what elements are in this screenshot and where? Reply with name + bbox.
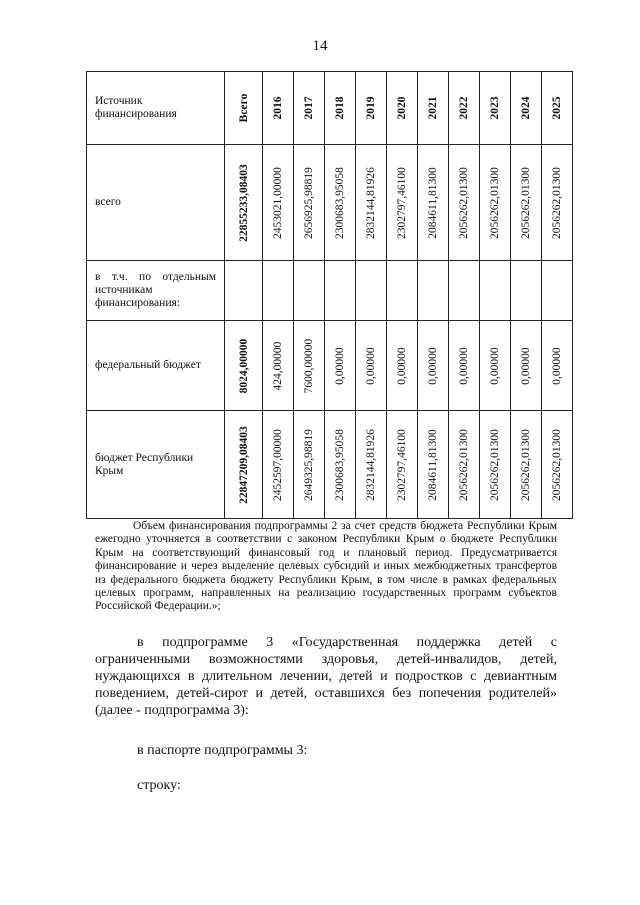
- row-year-cell: [542, 145, 573, 261]
- row-year-value: 2084611,81300: [427, 166, 439, 239]
- row-year-cell: [356, 145, 387, 261]
- header-year-label: 2019: [365, 96, 377, 120]
- row-year-value: 2056262,01300: [520, 428, 532, 501]
- row-total-value: 22855233,08403: [237, 163, 250, 242]
- financing-table: [86, 71, 573, 519]
- row-year-value: 0,00000: [489, 346, 501, 385]
- row-year-cell: [294, 145, 325, 261]
- row-total-value: 8024,00000: [237, 338, 250, 393]
- row-year-cell: [542, 261, 573, 321]
- row-year-value: 2300683,95058: [334, 428, 346, 501]
- row-year-cell: [294, 261, 325, 321]
- row-year-value: 2056262,01300: [551, 166, 563, 239]
- row-year-value: 2056262,01300: [520, 166, 532, 239]
- row-total-cell: [225, 411, 263, 519]
- table-row: [87, 261, 573, 321]
- header-total-label: Всего: [237, 93, 250, 123]
- row-year-cell: [387, 145, 418, 261]
- row-label: бюджет Республики Крым: [95, 451, 194, 477]
- header-year-label: 2016: [272, 96, 284, 120]
- row-year-value: 2056262,01300: [551, 428, 563, 501]
- row-year-cell: [356, 261, 387, 321]
- header-year-label: 2023: [489, 96, 501, 120]
- row-year-cell: [325, 321, 356, 411]
- row-year-cell: [263, 261, 294, 321]
- row-year-cell: [418, 261, 449, 321]
- header-year-cell: [418, 72, 449, 145]
- page-number: 14: [312, 38, 328, 54]
- header-source-cell: [87, 72, 225, 145]
- table-row: [87, 321, 573, 411]
- row-year-value: 2656925,98819: [303, 166, 315, 239]
- header-year-cell: [449, 72, 480, 145]
- row-total-cell: [225, 321, 263, 411]
- header-year-cell: [294, 72, 325, 145]
- row-year-value: 0,00000: [427, 346, 439, 385]
- row-year-value: 7600,00000: [303, 338, 315, 393]
- row-label-cell: [87, 411, 225, 519]
- row-year-cell: [325, 145, 356, 261]
- line-row: строку:: [137, 778, 181, 793]
- header-source-label: Источник финансирования: [95, 95, 177, 120]
- row-year-cell: [449, 145, 480, 261]
- row-year-value: 0,00000: [458, 346, 470, 385]
- row-year-value: 2300683,95058: [334, 166, 346, 239]
- row-year-value: 0,00000: [551, 346, 563, 385]
- row-year-cell: [418, 321, 449, 411]
- header-total-cell: [225, 72, 263, 145]
- header-year-cell: [542, 72, 573, 145]
- row-year-value: 2452597,00000: [272, 428, 284, 501]
- row-year-cell: [480, 261, 511, 321]
- header-year-label: 2021: [427, 96, 439, 120]
- row-year-cell: [418, 411, 449, 519]
- header-year-cell: [356, 72, 387, 145]
- row-year-cell: [387, 411, 418, 519]
- row-year-value: 2084611,81300: [427, 428, 439, 501]
- row-year-cell: [449, 261, 480, 321]
- header-year-label: 2022: [458, 96, 470, 120]
- table-row: [87, 145, 573, 261]
- header-year-label: 2024: [520, 96, 532, 120]
- row-year-cell: [356, 321, 387, 411]
- row-year-cell: [449, 321, 480, 411]
- row-year-cell: [542, 411, 573, 519]
- row-total-value: 22847209,08403: [237, 425, 250, 504]
- row-year-cell: [511, 261, 542, 321]
- row-year-cell: [511, 145, 542, 261]
- header-row: [87, 72, 573, 145]
- row-label: федеральный бюджет: [95, 359, 201, 371]
- header-year-cell: [480, 72, 511, 145]
- paragraph-financing: Объем финансирования подпрограммы 2 за счет средств бюджета Республики Крым ежегодно уточняется в соответствии с законом Республики Крым о бюджете Республики Крым на соответствующий финансовый год и плановый период. Предусматривается финансирование и через выделение целевых субсидий и иных межбюджетных трансфертов из федерального бюджета бюджету Республики Крым, в том числе в рамках федеральных целевых программ, направленных на реализацию государственных программ субъектов Российской Федерации.»;: [95, 520, 557, 613]
- row-year-cell: [418, 145, 449, 261]
- row-year-value: 0,00000: [520, 346, 532, 385]
- row-year-cell: [542, 321, 573, 411]
- row-year-value: 0,00000: [334, 346, 346, 385]
- row-year-value: 2453021,00000: [272, 166, 284, 239]
- header-year-cell: [511, 72, 542, 145]
- row-year-value: 2056262,01300: [489, 428, 501, 501]
- row-year-value: 0,00000: [365, 346, 377, 385]
- row-year-cell: [387, 321, 418, 411]
- row-year-cell: [480, 321, 511, 411]
- row-year-value: 2056262,01300: [458, 166, 470, 239]
- row-year-value: 0,00000: [396, 346, 408, 385]
- row-year-cell: [263, 145, 294, 261]
- row-year-cell: [294, 321, 325, 411]
- row-year-cell: [387, 261, 418, 321]
- row-year-value: 2302797,46100: [396, 428, 408, 501]
- row-year-value: 2056262,01300: [458, 428, 470, 501]
- header-year-label: 2025: [551, 96, 563, 120]
- row-year-cell: [263, 321, 294, 411]
- row-label-cell: [87, 261, 225, 321]
- row-year-value: 2832144,81926: [365, 166, 377, 239]
- row-year-cell: [511, 411, 542, 519]
- row-year-value: 2056262,01300: [489, 166, 501, 239]
- row-label: всего: [95, 196, 121, 208]
- header-year-label: 2018: [334, 96, 346, 120]
- row-label: в т.ч. по отдельным источникам финансирования:: [95, 271, 216, 309]
- row-total-cell: [225, 261, 263, 321]
- header-year-cell: [325, 72, 356, 145]
- table-body: [87, 72, 573, 519]
- row-year-cell: [325, 261, 356, 321]
- line-passport: в паспорте подпрограммы 3:: [137, 743, 308, 758]
- row-year-cell: [511, 321, 542, 411]
- row-year-cell: [449, 411, 480, 519]
- paragraph-subprogram-3: в подпрограмме 3 «Государственная поддержка детей с ограниченными возможностями здоровья, детей-инвалидов, детей, нуждающихся в длительном лечении, детей и подростков с девиантным поведением, детей-сирот и детей, оставшихся без попечения родителей» (далее - подпрограмма 3):: [95, 635, 557, 718]
- row-year-cell: [325, 411, 356, 519]
- row-label-cell: [87, 145, 225, 261]
- header-year-label: 2017: [303, 96, 315, 120]
- row-year-cell: [356, 411, 387, 519]
- row-year-cell: [294, 411, 325, 519]
- header-year-label: 2020: [396, 96, 408, 120]
- table-row: [87, 411, 573, 519]
- row-total-cell: [225, 145, 263, 261]
- header-year-cell: [263, 72, 294, 145]
- header-year-cell: [387, 72, 418, 145]
- row-year-cell: [480, 411, 511, 519]
- row-year-value: 424,00000: [272, 341, 284, 390]
- row-year-value: 2649325,98819: [303, 428, 315, 501]
- row-year-value: 2832144,81926: [365, 428, 377, 501]
- row-year-cell: [263, 411, 294, 519]
- row-label-cell: [87, 321, 225, 411]
- row-year-cell: [480, 145, 511, 261]
- row-year-value: 2302797,46100: [396, 166, 408, 239]
